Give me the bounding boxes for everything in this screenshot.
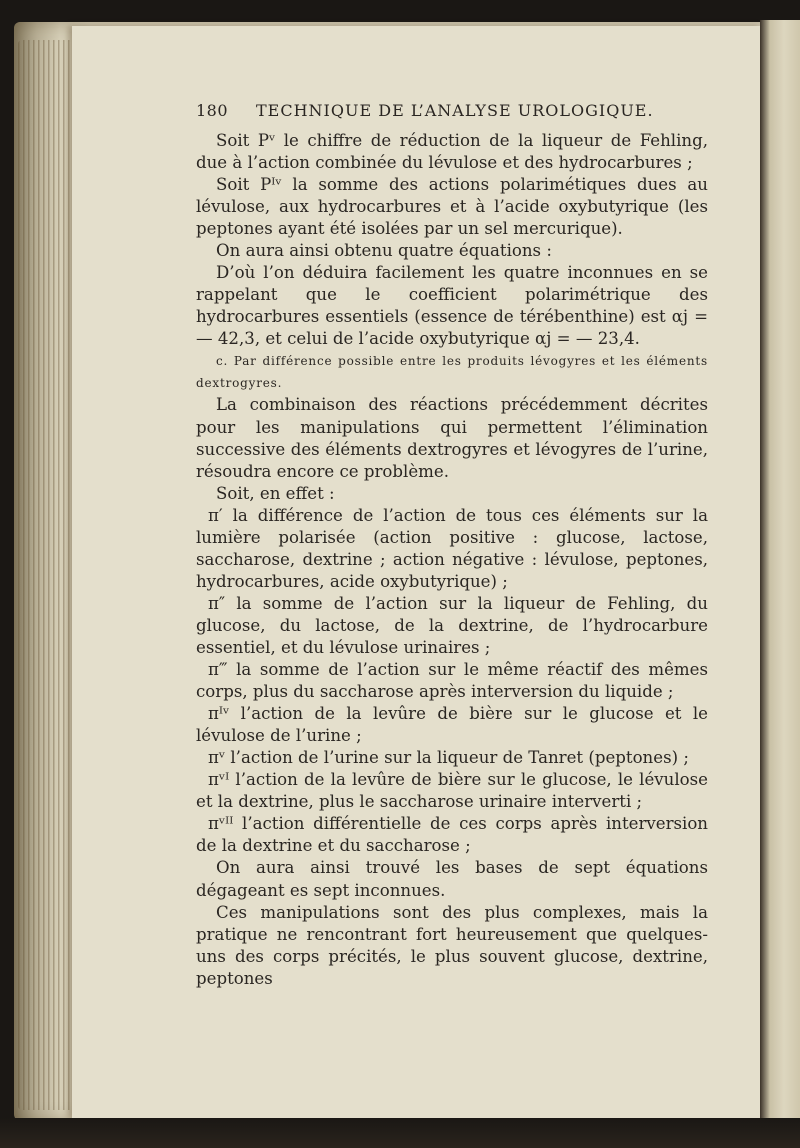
running-header: [196, 100, 708, 130]
list-item: π‴ la somme de l’action sur le même réactif des mêmes corps, plus du saccharose après interversion du liquide ;: [196, 660, 708, 702]
paragraph: Soit Pᴵᵛ la somme des actions polarimétiques dues au lévulose, aux hydrocarbures et à l’acide oxybutyrique (les peptones ayant été isolées par un sel mercurique).: [196, 175, 708, 239]
page-edges: [18, 40, 78, 1110]
paragraph: Soit Pᵛ le chiffre de réduction de la liqueur de Fehling, due à l’action combinée du lévulose et des hydrocarbures ;: [196, 131, 708, 173]
paragraph: On aura ainsi trouvé les bases de sept équations dégageant es sept inconnues.: [196, 858, 708, 900]
running-head: TECHNIQUE DE L’ANALYSE UROLOGIQUE.: [256, 101, 654, 120]
list-item: π″ la somme de l’action sur la liqueur de Fehling, du glucose, du lactose, de la dextrine, de l’hydrocarbure essentiel, et du lévulose urinaires ;: [196, 593, 708, 657]
section-heading: c. Par différence possible entre les produits lévogyres et les éléments dextrogyres.: [196, 354, 708, 391]
page-number: 180: [196, 101, 229, 120]
paragraph: On aura ainsi obtenu quatre équations :: [216, 241, 552, 261]
paragraph: D’où l’on déduira facilement les quatre inconnues en se rappelant que le coefficient polarimétrique des hydrocarbures essentiels (essence de térébenthine) est αj = — 42,3, et celui de l’acide oxybutyrique αj = — 23,4.: [196, 263, 708, 349]
list-item: πᵛᴵ l’action de la levûre de bière sur le glucose, le lévulose et la dextrine, plus le saccharose urinaire interverti ;: [196, 770, 708, 812]
paragraph: La combinaison des réactions précédemment décrites pour les manipulations qui permettent l’élimination successive des éléments dextrogyres et lévogyres de l’urine, résoudra encore ce problème.: [196, 395, 708, 481]
list-item: πᵛᴵᴵ l’action différentielle de ces corps après interversion de la dextrine et du saccharose ;: [196, 814, 708, 856]
list-item: π′ la différence de l’action de tous ces éléments sur la lumière polarisée (action positive : glucose, lactose, saccharose, dextrine ; action négative : lévulose, peptones, hydrocarbures, acide oxybutyrique) ;: [196, 505, 708, 591]
facing-page-edge: [760, 20, 800, 1130]
list-item: πᵛ l’action de l’urine sur la liqueur de Tanret (peptones) ;: [208, 748, 689, 768]
page-text: [196, 100, 708, 990]
scan-background: [0, 1118, 800, 1148]
paragraph: Ces manipulations sont des plus complexes, mais la pratique ne rencontrant fort heureusement que quelques-uns des corps précités, le plus souvent glucose, dextrine, peptones: [196, 902, 708, 988]
paragraph: Soit, en effet :: [216, 483, 335, 503]
list-item: πᴵᵛ l’action de la levûre de bière sur le glucose et le lévulose de l’urine ;: [196, 704, 708, 746]
